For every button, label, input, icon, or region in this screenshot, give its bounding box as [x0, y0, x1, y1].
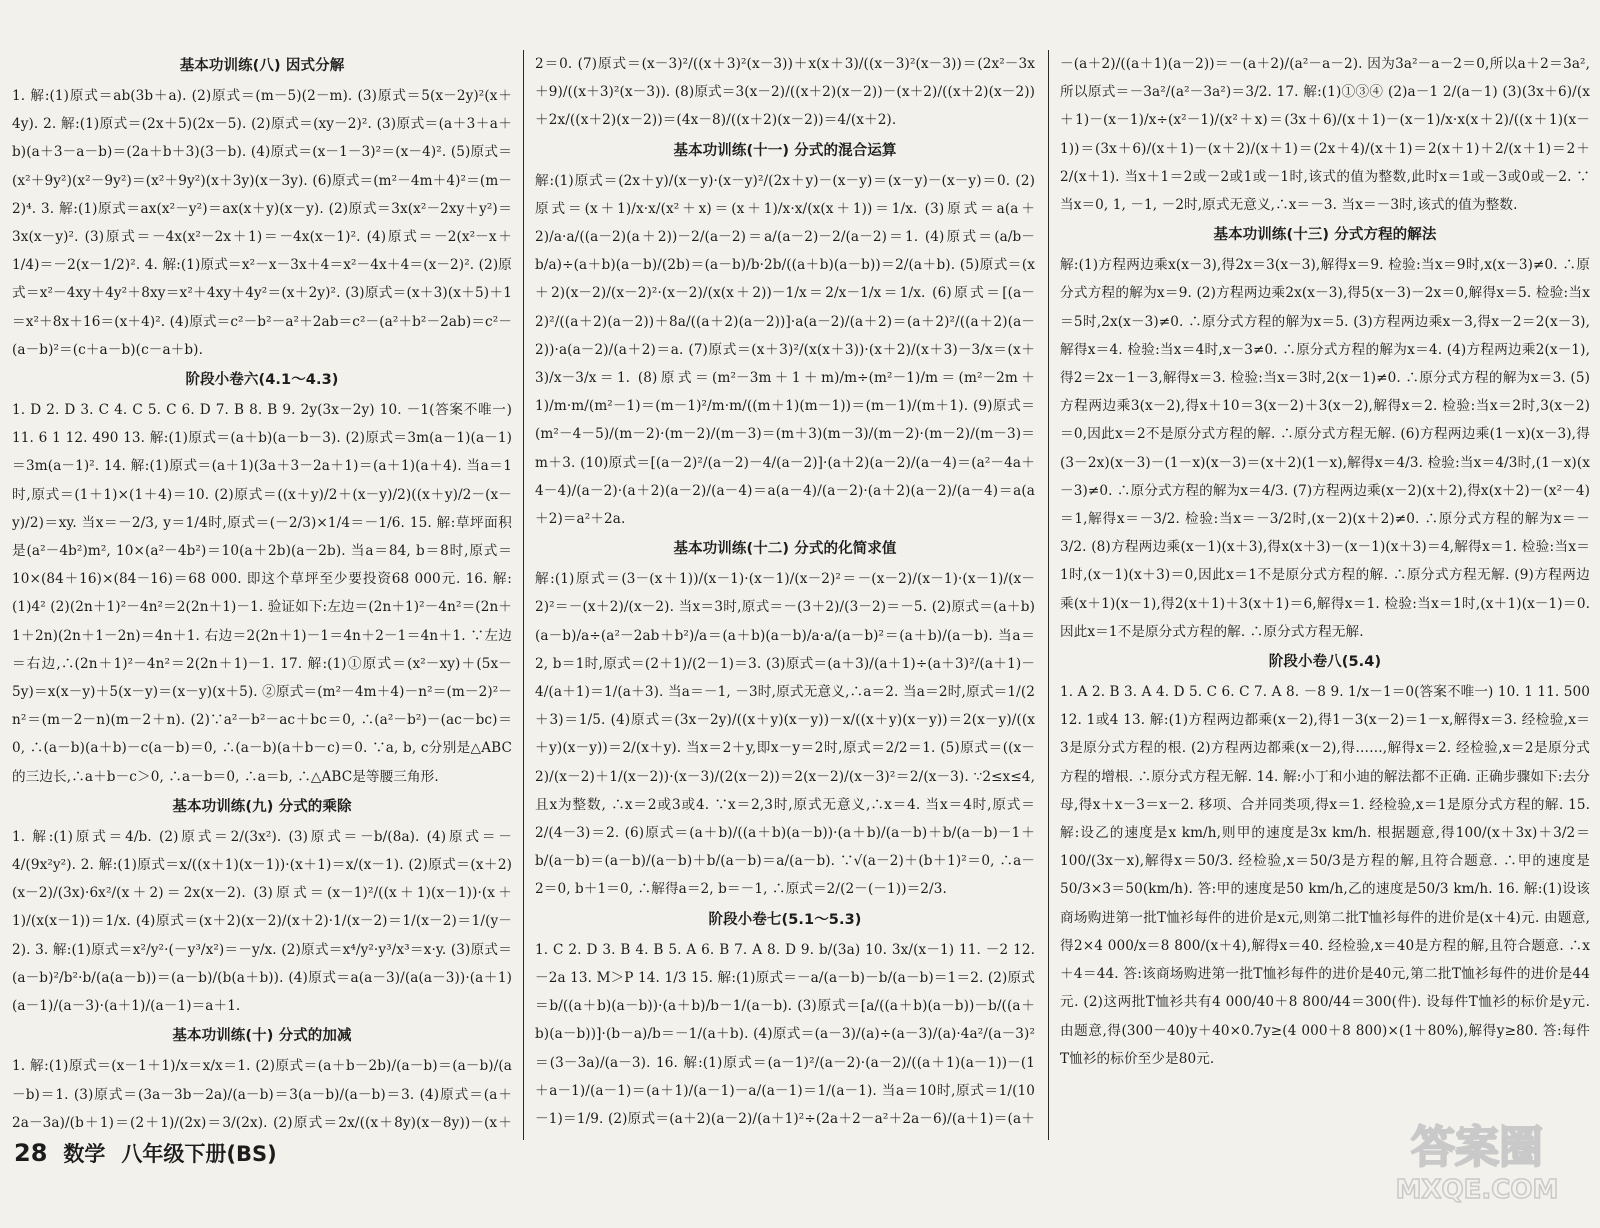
- page-footer: [14, 1138, 277, 1168]
- answer-paragraph: 1. 解:(1)原式＝4/b. (2)原式＝2/(3x²). (3)原式＝－b/(8a). (4)原式＝－4/(9x²y²). 2. 解:(1)原式＝x/((x＋1)(x－1))·(x＋1)＝x/(x－1). (2)原式＝(x＋2)(x－2)/(3x)·6x²/(x＋2)＝2x(x－2). (3)原式＝(x－1)²/((x＋1)(x－1))·(x＋1)/(x(x－1))＝1/x. (4)原式＝(x＋2)(x－2)/(x＋2)·1/(x－2)＝1/(x－2)＝1/(y－2). 3. 解:(1)原式＝x²/y²·(－y³/x²)＝－y/x. (2)原式＝x⁴/y²·y³/x³＝x·y. (3)原式＝(a－b)²/b²·b/(a(a－b))＝(a－b)/(b(a＋b)). (4)原式＝a(a－3)/(a(a－3))·(a＋1)(a－1)/(a－3)·(a＋1)/(a－1)＝a＋1.: [12, 828, 512, 1015]
- answer-paragraph: 解:(1)方程两边乘x(x－3),得2x＝3(x－3),解得x＝9. 检验:当x＝9时,x(x－3)≠0. ∴原分式方程的解为x＝9. (2)方程两边乘2x(x－3),得5(x－3)－2x＝0,解得x＝5. 检验:当x＝5时,2x(x－3)≠0. ∴原分式方程的解为x＝5. (3)方程两边乘x－3,得x－2＝2(x－3),解得x＝4. 检验:当x＝4时,x－3≠0. ∴原分式方程的解为x＝4. (4)方程两边乘2(x－1),得2＝2x－1－3,解得x＝3. 检验:当x＝3时,2(x－1)≠0. ∴原分式方程的解为x＝3. (5)方程两边乘3(x－2),得x＋10＝3(x－2)＋3(x－2),解得x＝2. 检验:当x＝2时,3(x－2)＝0,因此x＝2不是原分式方程的解. ∴原分式方程无解. (6)方程两边乘(1－x)(x－3),得(3－2x)(x－3)－(1－x)(x－3)＝(x＋2)(1－x),解得x＝4/3. 检验:当x＝4/3时,(1－x)(x－3)≠0. ∴原分式方程的解为x＝4/3. (7)方程两边乘(x－2)(x＋2),得x(x＋2)－(x²－4)＝1,解得x＝－3/2. 检验:当x＝－3/2时,(x－2)(x＋2)≠0. ∴原分式方程的解为x＝－3/2. (8)方程两边乘(x－1)(x＋3),得x(x＋3)－(x－1)(x＋3)＝4,解得x＝1. 检验:当x＝1时,(x－1)(x＋3)＝0,因此x＝1不是原分式方程的解. ∴原分式方程无解. (9)方程两边乘(x＋1)(x－1),得2(x＋1)＋3(x＋1)＝6,解得x＝1. 检验:当x＝1时,(x＋1)(x－1)＝0. 因此x＝1不是原分式方程的解. ∴原分式方程无解.: [1060, 257, 1590, 640]
- answer-paragraph: 1. D 2. D 3. C 4. C 5. C 6. D 7. B 8. B 9. 2y(3x－2y) 10. －1(答案不唯一) 11. 6 1 12. 490 13. 解:(1)原式＝(a＋b)(a－b－3). (2)原式＝3m(a－1)(a－1)＝3m(a－1)². 14. 解:(1)原式＝(a＋1)(3a＋3－2a＋1)＝(a＋1)(a＋4). 当a＝1时,原式＝(1＋1)×(1＋4)＝10. (2)原式＝((x＋y)/2＋(x－y)/2)((x＋y)/2－(x－y)/2)＝xy. 当x＝－2/3, y＝1/4时,原式＝(－2/3)×1/4＝－1/6. 15. 解:草坪面积是(a²－4b²)m², 10×(a²－4b²)＝10(a＋2b)(a－2b). 当a＝84, b＝8时,原式＝10×(84＋16)×(84－16)＝68 000. 即这个草坪至少要投资68 000元. 16. 解:(1)4² (2)(2n＋1)²－4n²＝2(2n＋1)－1. 验证如下:左边＝(2n＋1)²－4n²＝(2n＋1＋2n)(2n＋1－2n)＝4n＋1. 右边＝2(2n＋1)－1＝4n＋2－1＝4n＋1. ∵左边＝右边,∴(2n＋1)²－4n²＝2(2n＋1)－1. 17. 解:(1)①原式＝(x²－xy)＋(5x－5y)＝x(x－y)＋5(x－y)＝(x－y)(x＋5). ②原式＝(m²－4m＋4)－n²＝(m－2)²－n²＝(m－2－n)(m－2＋n). (2)∵a²－b²－ac＋bc＝0, ∴(a²－b²)－(ac－bc)＝0, ∴(a－b)(a＋b)－c(a－b)＝0, ∴(a－b)(a＋b－c)＝0. ∵a, b, c分别是△ABC的三边长,∴a＋b－c＞0, ∴a－b＝0, ∴a＝b, ∴△ABC是等腰三角形.: [12, 402, 512, 785]
- subject-label: 数学: [63, 1142, 106, 1166]
- section-title: 阶段小卷七(5.1～5.3): [708, 911, 862, 928]
- page-number: 28: [14, 1139, 48, 1167]
- grade-label: 八年级下册(BS): [121, 1142, 277, 1166]
- answer-paragraph: 解:(1)原式＝(2x＋y)/(x－y)·(x－y)²/(2x＋y)－(x－y)＝(x－y)－(x－y)＝0. (2)原式＝(x＋1)/x·x/(x²＋x)＝(x＋1)/x·x/(x(x＋1))＝1/x. (3)原式＝a(a＋2)/a·a/((a－2)(a＋2))－2/(a－2)＝a/(a－2)－2/(a－2)＝1. (4)原式＝(a/b－b/a)÷(a＋b)(a－b)/(2b)＝(a－b)/b·2b/((a＋b)(a－b))＝2/(a＋b). (5)原式＝(x＋2)(x－2)/(x－2)²·(x－2)/(x(x＋2))－1/x＝2/x－1/x＝1/x. (6)原式＝[(a－2)²/((a＋2)(a－2))＋8a/((a＋2)(a－2))]·a(a－2)/(a＋2)＝(a＋2)²/((a＋2)(a－2))·a(a－2)/(a＋2)＝a. (7)原式＝(x＋3)²/(x(x＋3))·(x＋2)/(x＋3)－3/x＝(x＋3)/x－3/x＝1. (8)原式＝(m²－3m＋1＋m)/m÷(m²－1)/m＝(m²－2m＋1)/m·m/(m²－1)＝(m－1)²/m·m/((m＋1)(m－1))＝(m－1)/(m＋1). (9)原式＝(m²－4－5)/(m－2)·(m－2)/(m－3)＝(m＋3)(m－3)/(m－2)·(m－2)/(m－3)＝m＋3. (10)原式＝[(a－2)²/(a－2)－4/(a－2)]·(a＋2)(a－2)/(a－4)＝(a²－4a＋4－4)/(a－2)·(a＋2)(a－2)/(a－4)＝a(a－4)/(a－2)·(a＋2)(a－2)/(a－4)＝a(a＋2)＝a²＋2a.: [535, 172, 1035, 528]
- watermark-text: 答案圈: [1411, 1122, 1543, 1173]
- watermark-logo: [1372, 1114, 1582, 1206]
- section-title: 基本功训练(十二) 分式的化简求值: [673, 541, 897, 558]
- column-divider-2: [1048, 50, 1049, 1140]
- answer-paragraph: 1. 解:(1)原式＝(x－1＋1)/x＝x/x＝1. (2)原式＝(a＋b－2b)/(a－b)＝(a－b)/(a－b)＝1. (3)原式＝(3a－3b－2a)/(a－b)＝3(a－b)/(a－b)＝3. (4)原式＝(a＋2a－3a)/(b＋1)＝(2＋1)/(2x)＝3/(2x). (2)原式＝2x/((x＋8y)(x－8y))－(x＋: [12, 1058, 512, 1130]
- section-title: 基本功训练(十一) 分式的混合运算: [673, 142, 897, 159]
- section-title: 基本功训练(十) 分式的加减: [172, 1028, 352, 1045]
- column-right: [1060, 50, 1590, 1130]
- watermark-url: MXQE.COM: [1395, 1175, 1559, 1205]
- column-middle: [535, 50, 1035, 1130]
- section-title: 基本功训练(九) 分式的乘除: [172, 798, 352, 815]
- section-title: 阶段小卷六(4.1～4.3): [185, 372, 339, 389]
- answer-paragraph: 2＝0. (7)原式＝(x－3)²/((x＋3)²(x－3))＋x(x＋3)/((x－3)²(x－3))＝(2x²－3x＋9)/((x＋3)²(x－3)). (8)原式＝3(x－2)/((x＋2)(x－2))－(x＋2)/((x＋2)(x－2))＋2x/((x＋2)(x－2))＝(4x－8)/((x＋2)(x－2))＝4/(x＋2).: [535, 56, 1035, 129]
- section-title: 基本功训练(十三) 分式方程的解法: [1213, 227, 1437, 244]
- answer-paragraph: 1. 解:(1)原式＝ab(3b＋a). (2)原式＝(m－5)(2－m). (3)原式＝5(x－2y)²(x＋4y). 2. 解:(1)原式＝(2x＋5)(2x－5). (2)原式＝(xy－2)². (3)原式＝(a＋3＋a＋b)(a＋3－a－b)＝(2a＋b＋3)(3－b). (4)原式＝(x－1－3)²＝(x－4)². (5)原式＝(x²＋9y²)(x²－9y²)＝(x²＋9y²)(x＋3y)(x－3y). (6)原式＝(m²－4m＋4)²＝(m－2)⁴. 3. 解:(1)原式＝ax(x²－y²)＝ax(x＋y)(x－y). (2)原式＝3x(x²－2xy＋y²)＝3x(x－y)². (3)原式＝－4x(x²－2x＋1)＝－4x(x－1)². (4)原式＝－2(x²－x＋1/4)＝－2(x－1/2)². 4. 解:(1)原式＝x²－x－3x＋4＝x²－4x＋4＝(x－2)². (2)原式＝x²－4xy＋4y²＋8xy＝x²＋4xy＋4y²＝(x＋2y)². (3)原式＝(x＋3)(x＋5)＋1＝x²＋8x＋16＝(x＋4)². (4)原式＝c²－b²－a²＋2ab＝c²－(a²＋b²－2ab)＝c²－(a－b)²＝(c＋a－b)(c－a＋b).: [12, 88, 512, 358]
- answer-paragraph: －(a＋2)/((a＋1)(a－2))＝－(a＋2)/(a²－a－2). 因为3a²－a－2＝0,所以a＋2＝3a²,所以原式＝－3a²/(a²－3a²)＝3/2. 17. 解:(1)①③④ (2)a－1 2/(a－1) (3)(3x＋6)/(x＋1)－(x－1)/x÷(x²－1)/(x²＋x)＝(3x＋6)/(x＋1)－(x－1)/x·x(x＋2)/((x＋1)(x－1))＝(3x＋6)/(x＋1)－(x＋2)/(x＋1)＝(2x＋4)/(x＋1)＝2(x＋1)＋2/(x＋1)＝2＋2/(x＋1). 当x＋1＝2或－2或1或－1时,该式的值为整数,此时x＝1或－3或0或－2. ∵当x＝0, 1, －1, －2时,原式无意义,∴x＝－3. 当x＝－3时,该式的值为整数.: [1060, 56, 1590, 214]
- section-title: 基本功训练(八) 因式分解: [179, 58, 345, 74]
- answer-paragraph: 1. C 2. D 3. B 4. B 5. A 6. B 7. A 8. D 9. b/(3a) 10. 3x/(x－1) 11. －2 12. －2a 13. M＞P 14. 1/3 15. 解:(1)原式＝－a/(a－b)－b/(a－b)＝1＝2. (2)原式＝b/((a＋b)(a－b))·(a＋b)/b－1/(a－b). (3)原式＝[a/((a＋b)(a－b))－b/((a＋b)(a－b))]·(b－a)/b＝－1/(a＋b). (4)原式＝(a－3)/(a)÷(a－3)/(a)·4a²/(a－3)²＝(3－3a)/(a－3). 16. 解:(1)原式＝(a－1)²/(a－2)·(a－2)/((a＋1)(a－1))－(1＋a－1)/(a－1)＝(a＋1)/(a－1)－a/(a－1)＝1/(a－1). 当a＝10时,原式＝1/(10－1)＝1/9. (2)原式＝(a＋2)(a－2)/(a＋1)²÷(2a＋2－a²＋2a－6)/(a＋1)＝(a＋: [535, 941, 1035, 1127]
- answer-paragraph: 1. A 2. B 3. A 4. D 5. C 6. C 7. A 8. －8 9. 1/x－1＝0(答案不唯一) 10. 1 11. 500 12. 1或4 13. 解:(1)方程两边都乘(x－2),得1－3(x－2)＝1－x,解得x＝3. 经检验,x＝3是原分式方程的根. (2)方程两边都乘(x－2),得……,解得x＝2. 经检验,x＝2是原分式方程的增根. ∴原分式方程无解. 14. 解:小丁和小迪的解法都不正确. 正确步骤如下:去分母,得x＋x－3＝x－2. 移项、合并同类项,得x＝1. 经检验,x＝1是原分式方程的解. 15. 解:设乙的速度是x km/h,则甲的速度是3x km/h. 根据题意,得100/(x＋3x)＋3/2＝100/(3x－x),解得x＝50/3. 经检验,x＝50/3是方程的解,且符合题意. ∴甲的速度是50/3×3＝50(km/h). 答:甲的速度是50 km/h,乙的速度是50/3 km/h. 16. 解:(1)设该商场购进第一批T恤衫每件的进价是x元,则第二批T恤衫每件的进价是(x＋4)元. 由题意,得2×4 000/x＝8 800/(x＋4),解得x＝40. 经检验,x＝40是方程的解,且符合题意. ∴x＋4＝44. 答:该商场购进第一批T恤衫每件的进价是40元,第二批T恤衫每件的进价是44元. (2)这两批T恤衫共有4 000/40＋8 800/44＝300(件). 设每件T恤衫的标价是y元. 由题意,得(300－40)y＋40×0.7y≥(4 000＋8 800)×(1＋80%),解得y≥80. 答:每件T恤衫的标价至少是80元.: [1060, 684, 1590, 1067]
- section-title: 阶段小卷八(5.4): [1268, 654, 1382, 671]
- column-divider-1: [523, 50, 524, 1140]
- column-left: [12, 50, 512, 1130]
- answer-paragraph: 解:(1)原式＝(3－(x＋1))/(x－1)·(x－1)/(x－2)²＝－(x－2)/(x－1)·(x－1)/(x－2)²＝－(x＋2)/(x－2). 当x＝3时,原式＝－(3＋2)/(3－2)＝－5. (2)原式＝(a＋b)(a－b)/a÷(a²－2ab＋b²)/a＝(a＋b)(a－b)/a·a/(a－b)²＝(a＋b)/(a－b). 当a＝2, b＝1时,原式＝(2＋1)/(2－1)＝3. (3)原式＝(a＋3)/(a＋1)÷(a＋3)²/(a＋1)－4/(a＋1)＝1/(a＋3). 当a＝－1, －3时,原式无意义,∴a＝2. 当a＝2时,原式＝1/(2＋3)＝1/5. (4)原式＝(3x－2y)/((x＋y)(x－y))－x/((x＋y)(x－y))＝2(x－y)/((x＋y)(x－y))＝2/(x＋y). 当x＝2＋y,即x－y＝2时,原式＝2/2＝1. (5)原式＝((x－2)/(x－2)＋1/(x－2))·(x－3)/(2(x－2))＝2(x－2)/(x－3)²＝2/(x－3). ∵2≤x≤4,且x为整数, ∴x＝2或3或4. ∵x＝2,3时,原式无意义,∴x＝4. 当x＝4时,原式＝2/(4－3)＝2. (6)原式＝(a＋b)/((a＋b)(a－b))·(a＋b)/(a－b)＋b/(a－b)－1＋b/(a－b)＝(a－b)/(a－b)＋b/(a－b)＝a/(a－b). ∵√(a－2)＋(b＋1)²＝0, ∴a－2＝0, b＋1＝0, ∴解得a＝2, b＝－1, ∴原式＝2/(2－(－1))＝2/3.: [535, 571, 1035, 898]
